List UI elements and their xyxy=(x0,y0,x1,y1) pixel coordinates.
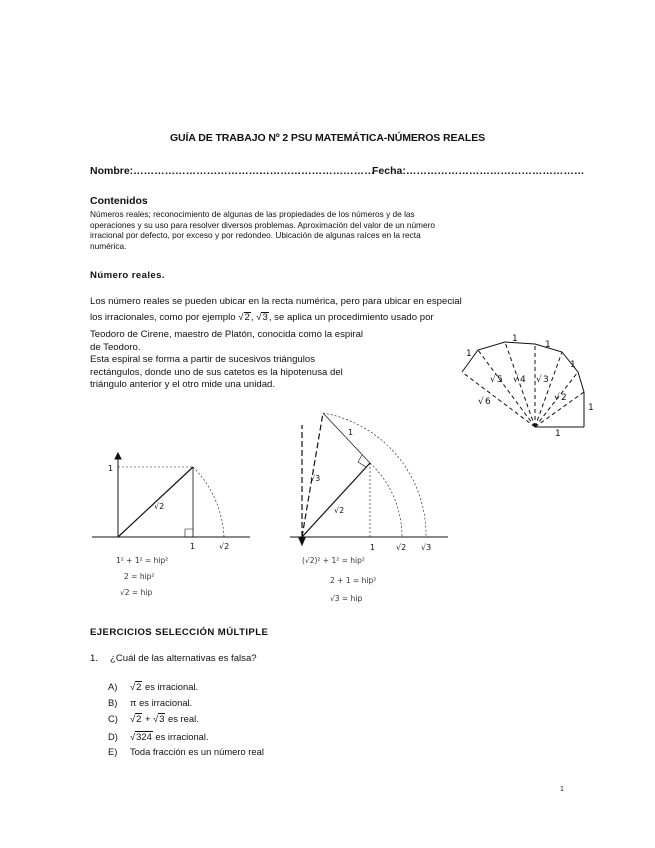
plus-sign: + xyxy=(142,713,154,724)
equation-line: 1² + 1² = hip² xyxy=(116,556,169,565)
contenidos-line: Números reales; reconocimiento de algunas de las propiedades de los números y de las xyxy=(90,209,415,219)
y-axis-arrow-icon xyxy=(115,453,121,459)
sqrt2-diagram xyxy=(92,445,252,605)
compass-arc-outer xyxy=(323,413,426,537)
contenidos-line: numérica. xyxy=(90,240,127,251)
spiral-spoke xyxy=(535,352,562,427)
spiral-label-one: 1 xyxy=(588,403,594,413)
radicand: 3 xyxy=(159,713,165,724)
sqrt-icon: √ xyxy=(478,397,484,407)
spiral-root-label: 3 xyxy=(543,375,549,385)
tick-label-y: 1 xyxy=(108,464,114,473)
option-text: es irracional. xyxy=(152,731,209,742)
compass-arc-inner xyxy=(370,463,402,537)
answer-option-a[interactable] xyxy=(108,681,198,692)
spiral-root-label: 6 xyxy=(485,397,491,407)
spiral-root-label: 5 xyxy=(497,375,503,385)
spiral-label-one: 1 xyxy=(545,340,551,350)
spiral-root-label: 2 xyxy=(561,393,567,403)
spiral-root-label: 4 xyxy=(520,375,526,385)
section-text: los irracionales, como por ejemplo xyxy=(90,312,236,323)
compass-arc xyxy=(193,467,224,537)
spiral-spoke xyxy=(478,350,535,427)
spiral-of-theodorus-figure xyxy=(450,330,600,440)
radicand: 2 xyxy=(244,312,250,323)
section-line: de Teodoro. xyxy=(90,341,141,353)
section-line: Teodoro de Cirene, maestro de Platón, conocida como la espiral xyxy=(90,329,364,340)
tick-label-x: 1 xyxy=(370,543,376,552)
option-letter: C) xyxy=(108,713,118,724)
section-text: , se aplica un procedimiento usado por xyxy=(268,312,434,323)
sqrt-icon: √ xyxy=(554,393,560,403)
sqrt-icon: √ xyxy=(130,731,136,742)
right-angle-mark xyxy=(185,529,193,537)
root-label: √3 xyxy=(310,474,321,483)
equation-line: 2 = hip² xyxy=(124,572,155,581)
sqrt-icon: √ xyxy=(153,713,159,724)
radicand: 2 xyxy=(136,681,142,692)
separator: , xyxy=(250,312,254,323)
sqrt3-diagram xyxy=(290,405,450,610)
page-number: 1 xyxy=(560,786,564,793)
sqrt-icon: √ xyxy=(130,681,136,692)
radicand: 324 xyxy=(136,731,152,742)
question-number: 1. xyxy=(90,653,99,664)
section-line xyxy=(90,312,570,325)
option-letter: B) xyxy=(108,697,118,708)
answer-option-d[interactable] xyxy=(108,731,209,742)
sqrt-icon: √ xyxy=(536,375,542,385)
sqrt-icon: √ xyxy=(490,375,496,385)
unit-leg xyxy=(323,413,370,463)
tick-label-x: 1 xyxy=(190,542,196,551)
question-text: ¿Cuál de las alternativas es falsa? xyxy=(110,653,257,664)
sqrt-icon: √ xyxy=(513,375,519,385)
radicand: 2 xyxy=(136,713,142,724)
radicand: 3 xyxy=(262,312,268,323)
option-text: es real. xyxy=(165,713,199,724)
section-line: triángulo anterior y el otro mide una unidad. xyxy=(90,379,276,390)
option-letter: E) xyxy=(108,746,118,757)
tick-label-x: √2 xyxy=(396,543,407,552)
right-angle-mark xyxy=(358,455,366,467)
nombre-field-label: Nombre:…………………………………………………………… xyxy=(90,165,375,177)
equation-line: (√2)² + 1² = hip² xyxy=(302,556,365,565)
tick-label-x: √3 xyxy=(421,543,432,552)
contenidos-heading: Contenidos xyxy=(90,195,148,207)
option-text: π es irracional. xyxy=(130,697,193,708)
sqrt-icon: √ xyxy=(238,312,244,323)
section-body xyxy=(90,329,450,392)
option-letter: A) xyxy=(108,681,118,692)
section-heading: Número reales. xyxy=(90,270,165,281)
option-text: es irracional. xyxy=(142,681,199,692)
contenidos-paragraph xyxy=(90,209,530,251)
tick-label-x: √2 xyxy=(219,542,230,551)
sqrt-icon: √ xyxy=(130,713,136,724)
answer-option-b[interactable] xyxy=(108,697,192,708)
down-arrow-icon xyxy=(299,538,305,545)
exercises-heading: EJERCICIOS SELECCIÓN MÚLTIPLE xyxy=(90,627,269,638)
spiral-label-one: 1 xyxy=(555,429,561,439)
equation-line: √3 = hip xyxy=(330,594,363,603)
contenidos-line: irracional por defecto, por exceso y por redondeo. Ubicación de algunas raíces en la recta xyxy=(90,230,421,241)
root-label: √2 xyxy=(334,506,345,515)
section-line: Los número reales se pueden ubicar en la recta numérica, pero para ubicar en especial xyxy=(90,296,462,307)
section-line: Esta espiral se forma a partir de sucesivos triángulos xyxy=(90,354,316,365)
spiral-label-one: 1 xyxy=(512,334,518,344)
hypotenuse-label: √2 xyxy=(154,502,165,511)
sqrt-icon: √ xyxy=(256,312,262,323)
equation-line: √2 = hip xyxy=(120,588,153,597)
section-line: rectángulos, donde uno de sus catetos es la hipotenusa del xyxy=(90,366,343,378)
contenidos-line: operaciones y su uso para resolver diversos problemas. Aproximación del valor de un número xyxy=(90,219,435,230)
option-letter: D) xyxy=(108,731,118,742)
option-text: Toda fracción es un número real xyxy=(130,746,264,757)
answer-option-e[interactable] xyxy=(108,746,264,757)
page-title: GUÍA DE TRABAJO Nº 2 PSU MATEMÁTICA-NÚMEROS REALES xyxy=(169,132,485,144)
answer-option-c[interactable] xyxy=(108,713,199,724)
spiral-label-one: 1 xyxy=(570,360,576,370)
unit-label: 1 xyxy=(348,428,354,437)
equation-line: 2 + 1 = hip² xyxy=(330,576,377,585)
spiral-label-one: 1 xyxy=(466,349,472,359)
fecha-field-label: Fecha:…………………………………………… xyxy=(372,165,585,177)
